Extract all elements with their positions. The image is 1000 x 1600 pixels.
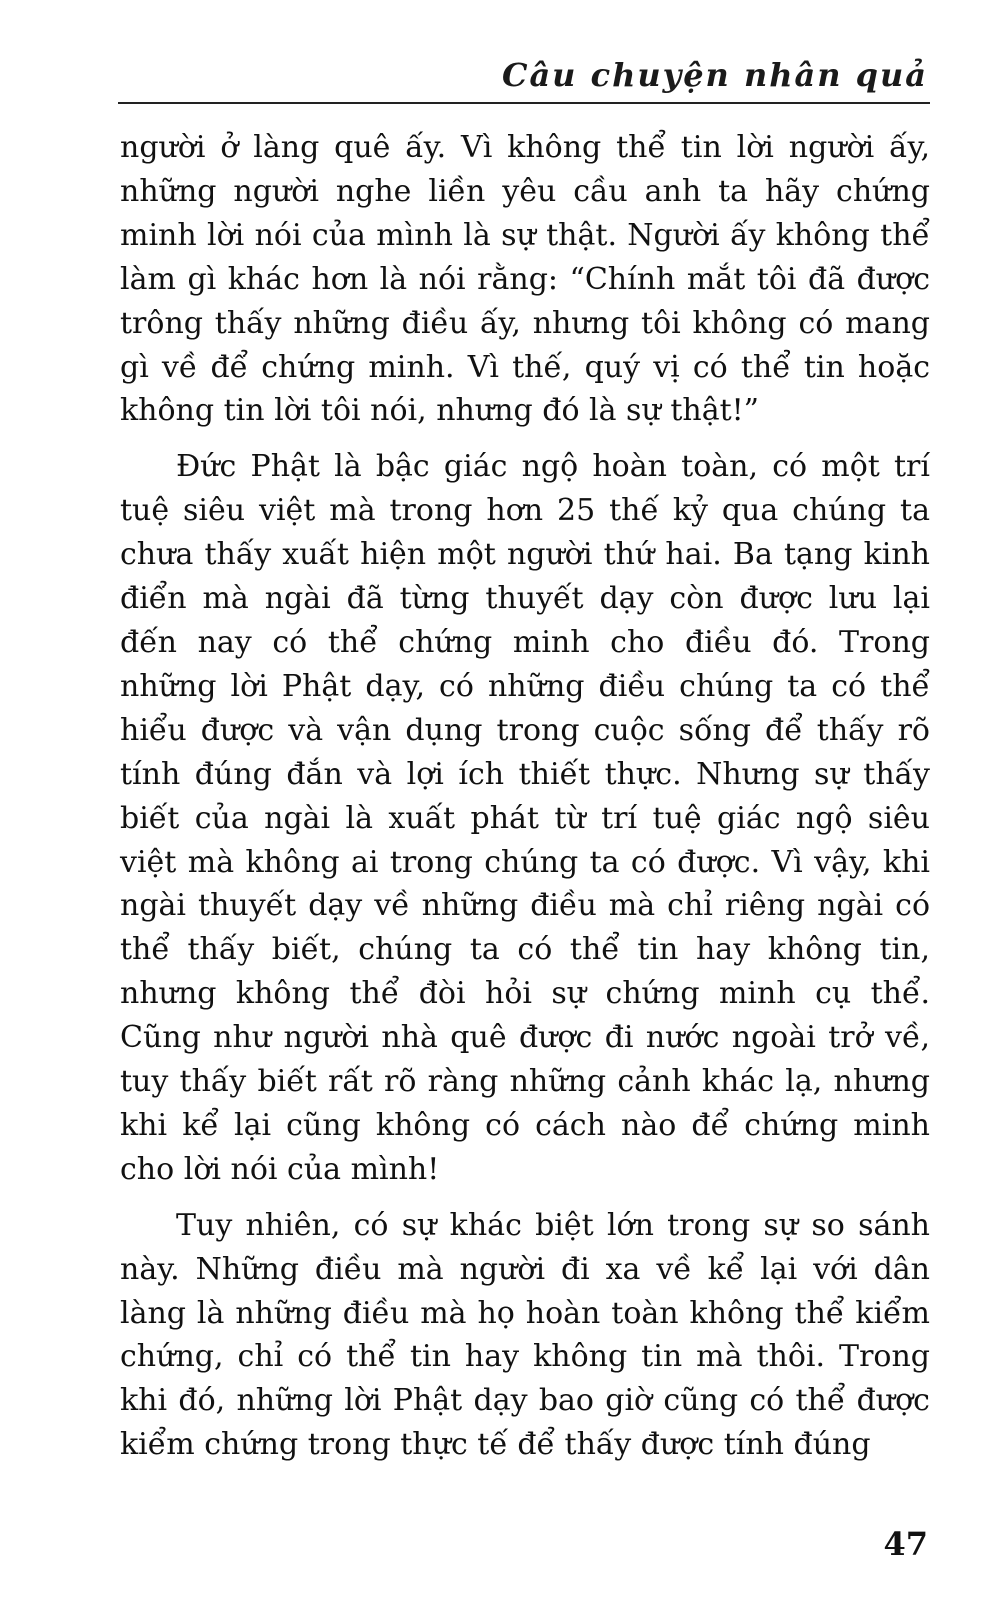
- paragraph-buddha-wisdom: Đức Phật là bậc giác ngộ hoàn toàn, có một trí tuệ siêu việt mà trong hơn 25 thế kỷ qua chúng ta chưa thấy xuất hiện một người thứ hai. Ba tạng kinh điển mà ngài đã từng thuyết dạy còn được lưu lại đến nay có thể chứng minh cho điều đó. Trong những lời Phật dạy, có những điều chúng ta có thể hiểu được và vận dụng trong cuộc sống để thấy rõ tính đúng đắn và lợi ích thiết thực. Nhưng sự thấy biết của ngài là xuất phát từ trí tuệ giác ngộ siêu việt mà không ai trong chúng ta có được. Vì vậy, khi ngài thuyết dạy về những điều mà chỉ riêng ngài có thể thấy biết, chúng ta có thể tin hay không tin, nhưng không thể đòi hỏi sự chứng minh cụ thể. Cũng như người nhà quê được đi nước ngoài trở về, tuy thấy biết rất rõ ràng những cảnh khác lạ, nhưng khi kể lại cũng không có cách nào để chứng minh cho lời nói của mình!: [120, 449, 930, 1187]
- paragraph-comparison: Tuy nhiên, có sự khác biệt lớn trong sự so sánh này. Những điều mà người đi xa về kể lại với dân làng là những điều mà họ hoàn toàn không thể kiểm chứng, chỉ có thể tin hay không tin mà thôi. Trong khi đó, những lời Phật dạy bao giờ cũng có thể được kiểm chứng trong thực tế để thấy được tính đúng: [120, 1207, 930, 1463]
- page-body: [120, 126, 930, 1467]
- running-title: Câu chuyện nhân quả: [501, 56, 928, 94]
- paragraph-continuation: người ở làng quê ấy. Vì không thể tin lời người ấy, những người nghe liền yêu cầu anh ta hãy chứng minh lời nói của mình là sự thật. Người ấy không thể làm gì khác hơn là nói rằng: “Chính mắt tôi đã được trông thấy những điều ấy, nhưng tôi không có mang gì về để chứng minh. Vì thế, quý vị có thể tin hoặc không tin lời tôi nói, nhưng đó là sự thật!”: [120, 130, 930, 429]
- header-divider: [118, 102, 930, 104]
- page-number: 47: [883, 1525, 928, 1563]
